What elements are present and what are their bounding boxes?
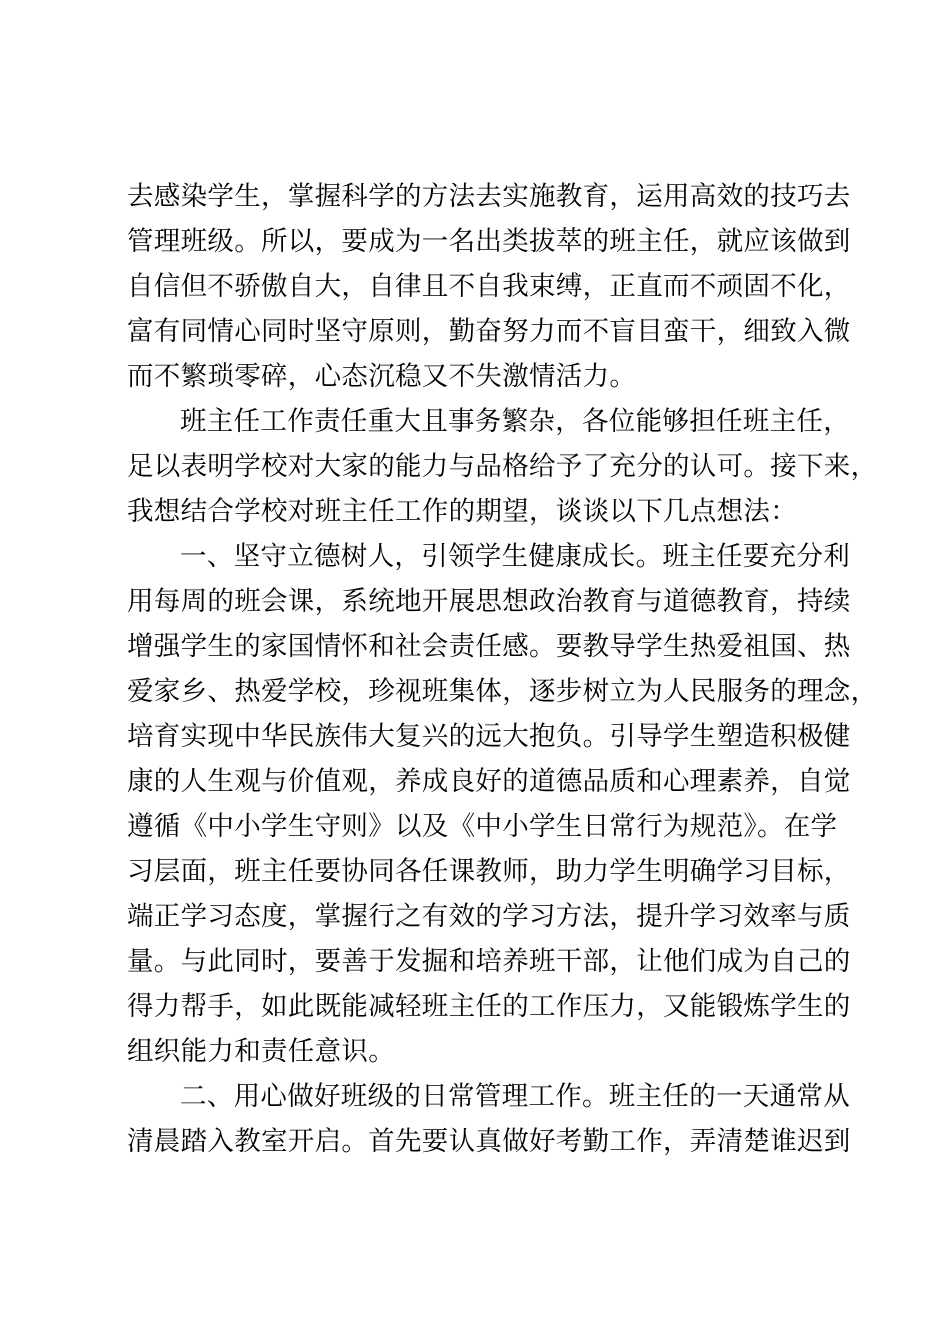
text-line-20: 组织能力和责任意识。 (127, 1036, 395, 1067)
text-line-16: 习层面，班主任要协同各任课教师，助力学生明确学习目标， (127, 856, 851, 887)
text-line-19: 得力帮手，如此既能减轻班主任的工作压力，又能锻炼学生的 (127, 991, 851, 1022)
text-line-9: 一、坚守立德树人，引领学生健康成长。班主任要充分利 (180, 541, 850, 572)
text-line-4: 富有同情心同时坚守原则，勤奋努力而不盲目蛮干，细致入微 (127, 316, 851, 347)
text-line-10: 用每周的班会课，系统地开展思想政治教育与道德教育，持续 (127, 586, 851, 617)
text-line-18: 量。与此同时，要善于发掘和培养班干部，让他们成为自己的 (127, 946, 851, 977)
text-line-17: 端正学习态度，掌握行之有效的学习方法，提升学习效率与质 (127, 901, 851, 932)
text-line-12: 爱家乡、热爱学校，珍视班集体，逐步树立为人民服务的理念， (127, 676, 878, 707)
text-line-5: 而不繁琐零碎，心态沉稳又不失激情活力。 (127, 361, 637, 392)
text-line-7: 足以表明学校对大家的能力与品格给予了充分的认可。接下来， (127, 451, 878, 482)
text-line-1: 去感染学生，掌握科学的方法去实施教育，运用高效的技巧去 (127, 181, 851, 212)
text-line-15: 遵循《中小学生守则》以及《中小学生日常行为规范》。在学 (127, 811, 838, 842)
text-line-22: 清晨踏入教室开启。首先要认真做好考勤工作，弄清楚谁迟到 (127, 1126, 851, 1157)
text-line-21: 二、用心做好班级的日常管理工作。班主任的一天通常从 (180, 1081, 850, 1112)
text-line-2: 管理班级。所以，要成为一名出类拔萃的班主任，就应该做到 (127, 226, 851, 257)
text-line-13: 培育实现中华民族伟大复兴的远大抱负。引导学生塑造积极健 (127, 721, 851, 752)
text-line-8: 我想结合学校对班主任工作的期望，谈谈以下几点想法： (127, 496, 797, 527)
text-line-14: 康的人生观与价值观，养成良好的道德品质和心理素养，自觉 (127, 766, 851, 797)
text-line-3: 自信但不骄傲自大，自律且不自我束缚，正直而不顽固不化， (127, 271, 851, 302)
body-text (127, 174, 878, 1164)
text-line-6: 班主任工作责任重大且事务繁杂，各位能够担任班主任， (180, 406, 850, 437)
text-line-11: 增强学生的家国情怀和社会责任感。要教导学生热爱祖国、热 (127, 631, 851, 662)
